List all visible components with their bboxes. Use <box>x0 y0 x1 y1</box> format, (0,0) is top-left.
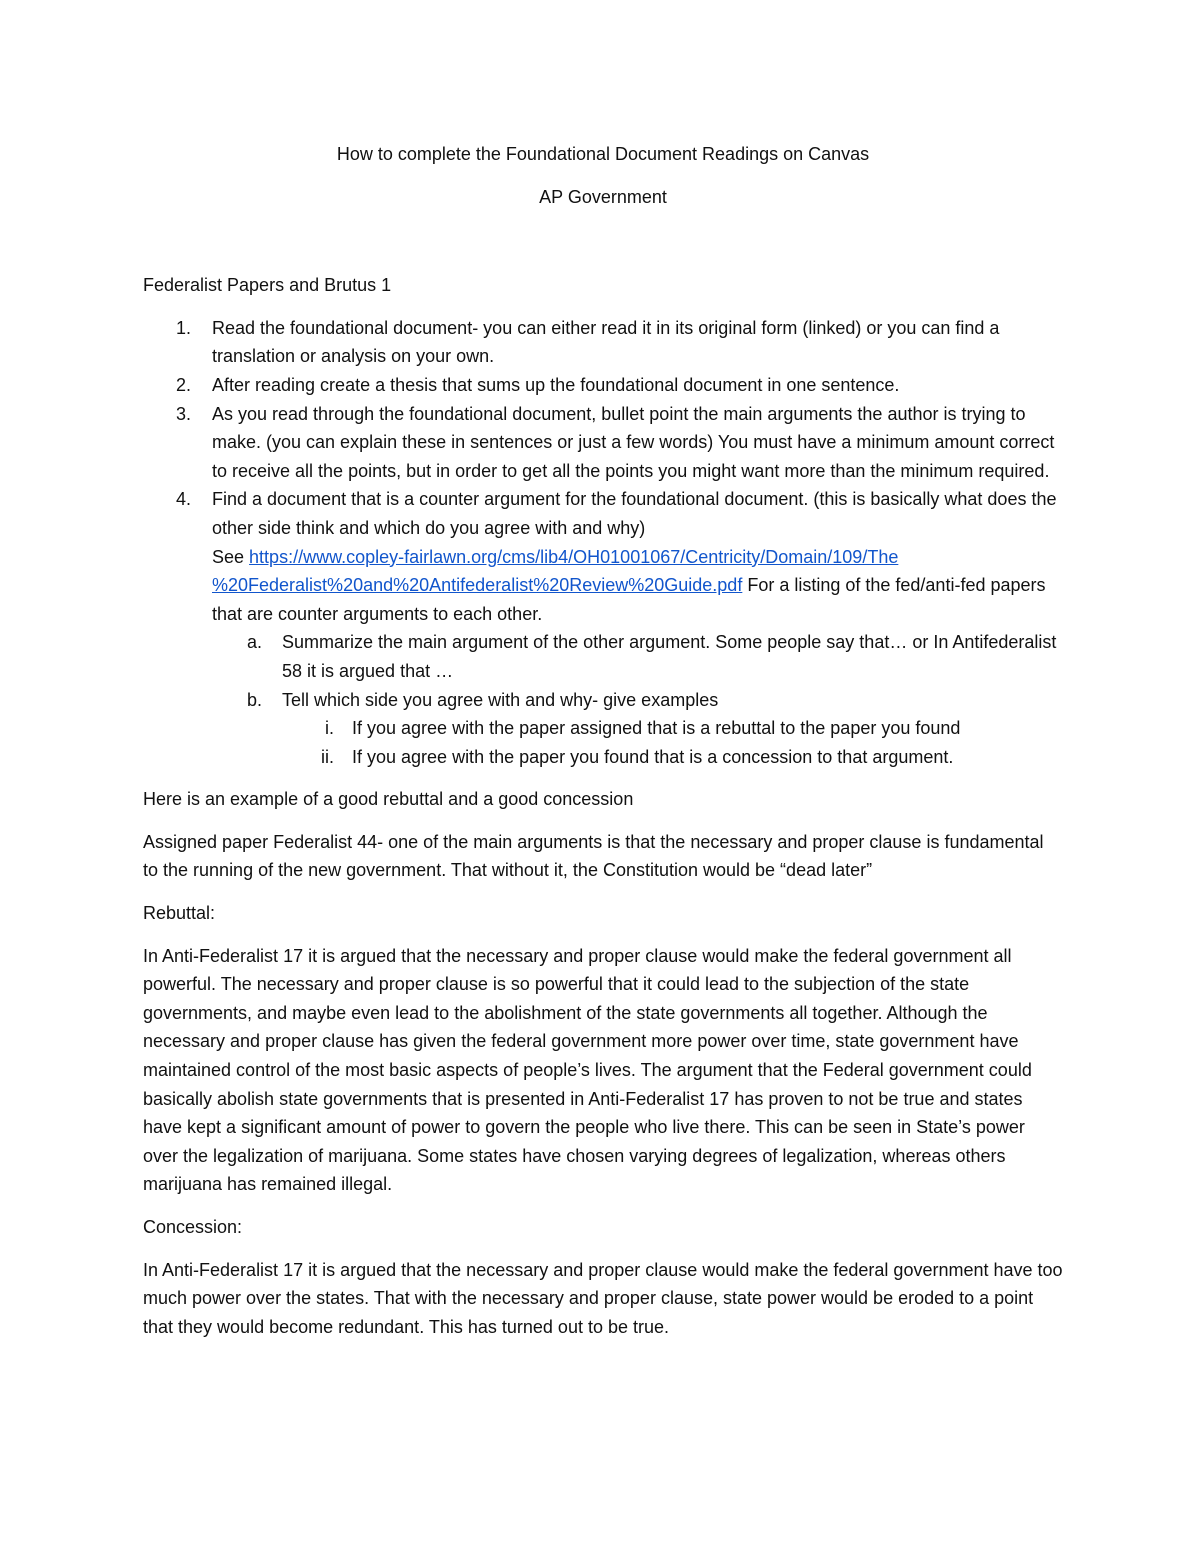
list-item-text: After reading create a thesis that sums up the foundational document in one sentence. <box>212 374 900 395</box>
list-item <box>143 314 1063 371</box>
list-item-text: Find a document that is a counter argument for the foundational document. (this is basically what does the other side think and which do you agree with and why) <box>212 489 1057 538</box>
see-label: See <box>212 546 245 567</box>
list-marker: 4. <box>176 489 192 510</box>
list-item <box>143 400 1063 486</box>
list-item <box>143 371 1063 400</box>
sub-list-item-text: Summarize the main argument of the other argument. Some people say that… or In Antifederalist 58 it is argued that … <box>282 632 1057 681</box>
list-item <box>143 485 1063 771</box>
list-item-text: As you read through the foundational document, bullet point the main arguments the author is trying to make. (you can explain these in sentences or just a few words) You must have a minimum amount correct to receive all the points, but in order to get all the points you might want more than the minimum required. <box>212 403 1055 481</box>
list-marker: 1. <box>176 317 192 338</box>
concession-paragraph: In Anti-Federalist 17 it is argued that the necessary and proper clause would make the federal government have too much power over the states. That with the necessary and proper clause, state power would be eroded to a point that they would become redundant. This has turned out to be true. <box>143 1259 1063 1337</box>
sub-sub-list-item <box>282 743 1063 772</box>
document-title: How to complete the Foundational Document Readings on Canvas <box>336 144 870 164</box>
document-subtitle: AP Government <box>539 186 667 207</box>
example-intro: Here is an example of a good rebuttal and a good concession <box>143 789 634 810</box>
list-marker: 3. <box>176 403 192 424</box>
list-item-text-after: For a listing of the fed/anti-fed papers that are counter arguments to each other. <box>212 575 1046 624</box>
sub-sub-list-marker: i. <box>325 718 334 739</box>
sub-list-item <box>212 628 1063 685</box>
list-item-text: Read the foundational document- you can either read it in its original form (linked) or you can find a translation or analysis on your own. <box>212 317 1000 367</box>
sub-list <box>212 628 1063 771</box>
sub-sub-list-item <box>282 714 1063 743</box>
sub-list-marker: a. <box>247 632 263 653</box>
list-marker: 2. <box>176 374 192 395</box>
rebuttal-paragraph: In Anti-Federalist 17 it is argued that the necessary and proper clause would make the federal government all powerful. The necessary and proper clause is so powerful that it could lead to the subjection of the state governments, and maybe even lead to the abolishment of the state governments all together. Although the necessary and proper clause has given the federal government more power over time, state government have maintained control of the most basic aspects of people’s lives. The argument that the Federal government could basically abolish state governments that is presented in Anti-Federalist 17 has proven to not be true and states have kept a significant amount of power to govern the people who live there. This can be seen in State’s power over the legalization of marijuana. Some states have chosen varying degrees of legalization, whereas others marijuana has remained illegal. <box>143 945 1032 1195</box>
guide-link-line2: %20Federalist%20and%20Antifederalist%20Review%20Guide.pdf <box>212 575 743 596</box>
sub-sub-list <box>282 714 1063 771</box>
sub-list-item <box>212 686 1063 772</box>
sub-list-marker: b. <box>247 689 263 710</box>
sub-list-item-text: Tell which side you agree with and why- give examples <box>282 689 719 710</box>
assigned-paper-paragraph: Assigned paper Federalist 44- one of the main arguments is that the necessary and proper clause is fundamental to the running of the new government. That without it, the Constitution would be “dead later” <box>143 831 1044 881</box>
instruction-list <box>143 314 1063 772</box>
sub-sub-list-item-text: If you agree with the paper assigned that is a rebuttal to the paper you found <box>352 718 961 739</box>
guide-link-line1: https://www.copley-fairlawn.org/cms/lib4/OH01001067/Centricity/Domain/109/The <box>249 546 899 567</box>
document-body <box>143 140 1063 1355</box>
concession-heading: Concession: <box>143 1217 243 1237</box>
section-heading: Federalist Papers and Brutus 1 <box>143 275 392 296</box>
rebuttal-heading: Rebuttal: <box>143 903 216 924</box>
sub-sub-list-marker: ii. <box>321 746 334 767</box>
sub-sub-list-item-text: If you agree with the paper you found that is a concession to that argument. <box>352 746 954 767</box>
